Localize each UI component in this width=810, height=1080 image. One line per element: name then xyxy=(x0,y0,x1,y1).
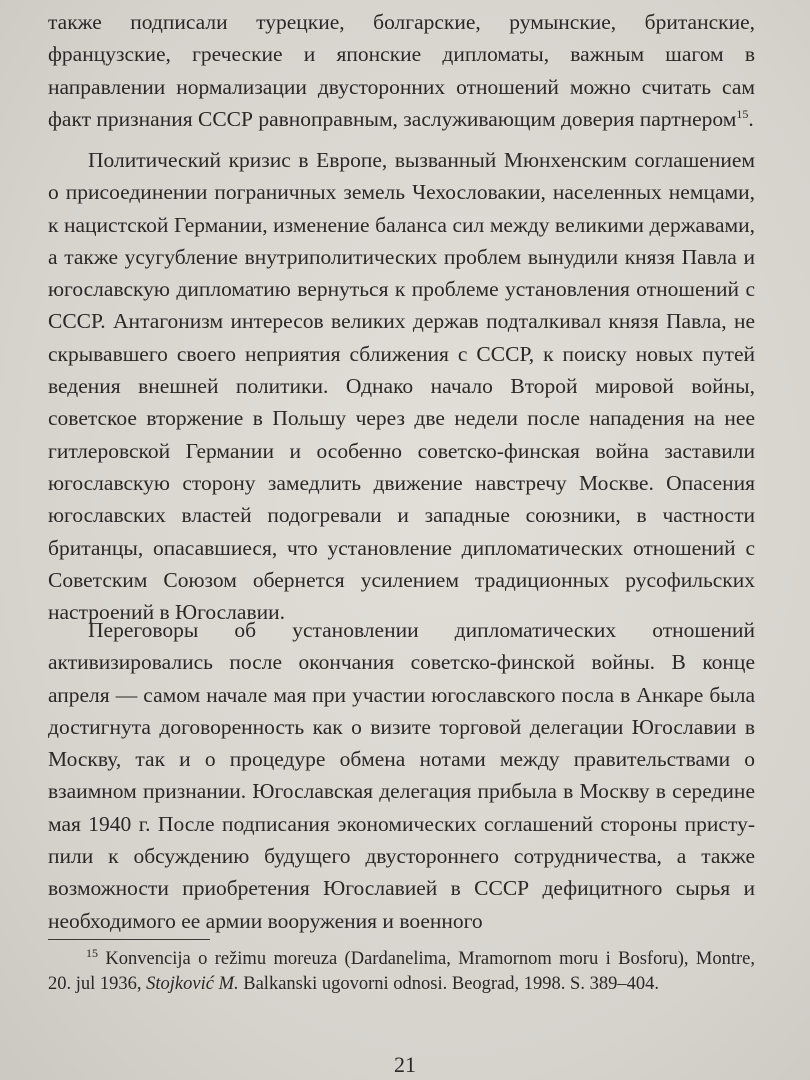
footnote-reference: 15 xyxy=(736,106,749,121)
footnote-number: 15 xyxy=(86,945,98,960)
footnote-text-part1: Konvencija o režimu moreuza (Dardanelima, Mramornom moru i Bosforu), Montre, 20. jul 1936, xyxy=(48,949,756,994)
footnote-author: Stojković M. xyxy=(146,973,239,994)
footnote-15 xyxy=(48,947,755,996)
footnote-separator xyxy=(48,939,210,940)
paragraph-negotiations: Переговоры об установлении дипломатических отношений активизировались после окончания советско-финской войны. В конце апреля — самом начале мая при участии югославского посла в Анкаре была достигнута договоренность как о визите торговой делегации Югославии в Москву, так и о процедуре обмена нотами между правительствами о взаимном признании. Югославская делегация прибыла в Москву в середине мая 1940 г. После подписания экономических соглашений стороны приступили к обсуждению будущего двустороннего сотрудничества, а также возможности приобретения Югославией в СССР дефицитного сырья и необходимого ее армии вооружения и военного xyxy=(48,618,755,933)
paragraph-munich-crisis: Политический кризис в Европе, вызванный Мюнхенским соглашением о присоединении пограничных земель Чехословакии, населенных немцами, к нацистской Германии, изменение баланса сил между великими державами, а также усугубление внутриполитических проблем вынудили князя Павла и югославскую дипломатию вернуться к проблеме установления отношений с СССР. Антагонизм интересов великих держав подталкивал князя Павла, не скрывавшего своего неприятия сближения с СССР, к поиску новых путей ведения внешней политики. Однако начало Второй мировой войны, советское вторжение в Польшу через две недели после нападения на нее гитлеровской Германии и особенно советско-финская война заставили югославскую сторону замедлить движение навстречу Москве. Опасения югославских властей подогревали и западные союзники, в частности британцы, опасавшиеся, что установление дипломатических отношений с Советским Союзом обернется усилением традиционных русофильских настроений в Югославии. xyxy=(48,148,755,625)
paragraph-1-text: также подписали турецкие, болгарские, румынские, британские, французские, греческие и японские дипломаты, важным шагом в направлении нормализации двусторонних отношений можно считать сам факт признания СССР равноправным, заслуживающим доверия партнером xyxy=(48,10,755,131)
paragraph-continuation: также подписали турецкие, болгарские, румынские, британские, французские, греческие и японские дипломаты, важным шагом в направлении нормализации двусторонних отношений можно считать сам факт признания СССР равноправным, заслуживающим доверия партнером$^{15}$. xyxy=(48,10,755,131)
footnote-text-part2: Balkanski ugovorni odnosi. Beograd, 1998. S. 389–404. xyxy=(238,973,659,994)
page-number: 21 xyxy=(394,1052,416,1077)
